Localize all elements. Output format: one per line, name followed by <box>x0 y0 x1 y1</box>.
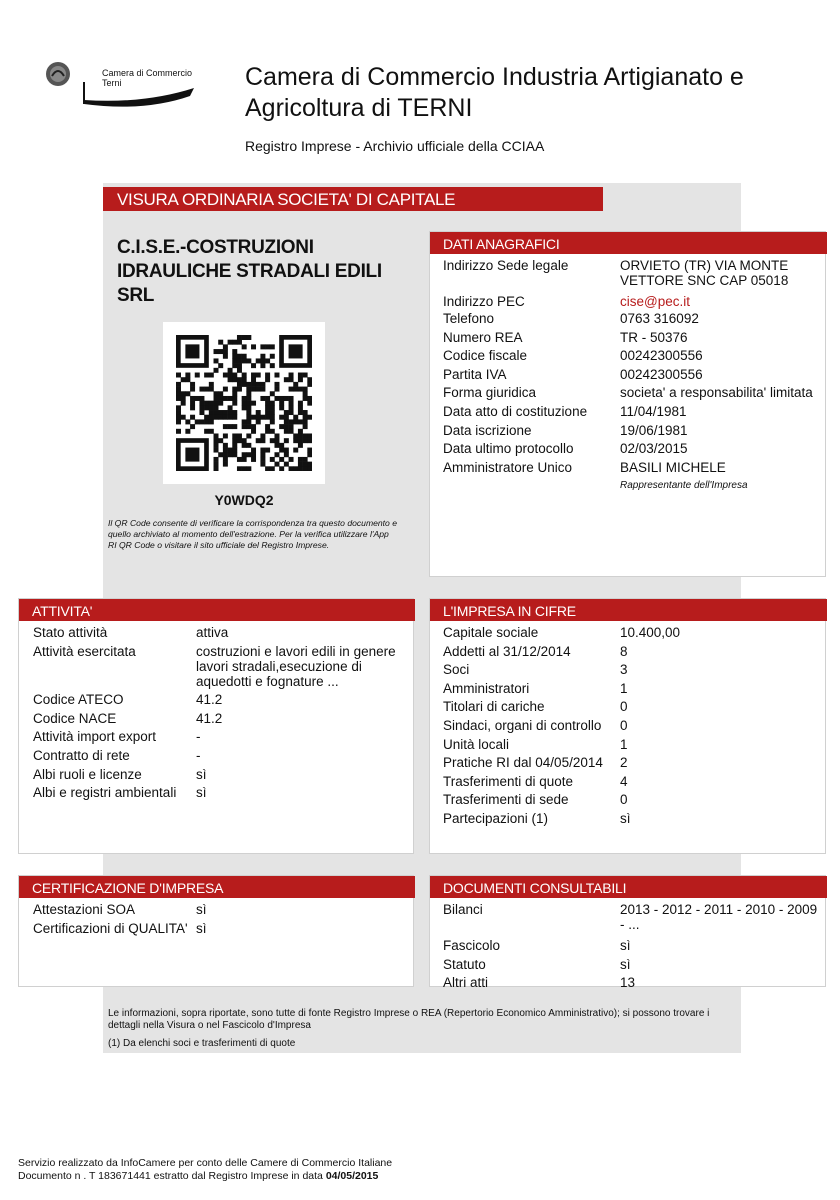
dati-anagrafici-header: DATI ANAGRAFICI <box>430 232 827 254</box>
anagrafici-label: Data iscrizione <box>443 422 532 438</box>
attivita-label: Stato attività <box>33 625 108 640</box>
attivita-value: attiva <box>196 625 229 640</box>
service-line-2: Documento n . T 183671441 estratto dal Registro Imprese in data <box>18 1170 323 1182</box>
representative-note: Rappresentante dell'Impresa <box>620 480 748 492</box>
cifre-label: Unità locali <box>443 736 510 752</box>
documenti-row <box>443 938 825 953</box>
cifre-row <box>443 774 825 789</box>
attivita-label: Attività import export <box>33 729 157 745</box>
attivita-label: Albi ruoli e licenze <box>33 766 142 782</box>
attivita-value: costruzioni e lavori edili in genere lavori stradali,esecuzione di aquedotti e fognature ... <box>196 643 396 689</box>
anagrafici-value: BASILI MICHELE <box>620 459 726 475</box>
service-footer <box>18 1157 392 1183</box>
anagrafici-label: Codice fiscale <box>443 348 528 364</box>
certificazione-box <box>18 875 414 987</box>
cifre-label: Titolari di cariche <box>443 699 545 715</box>
anagrafici-value: 19/06/1981 <box>620 422 688 438</box>
qr-note: Il QR Code consente di verificare la corrispondenza tra questo documento e quello archiviato al momento dell'estrazione. Per la verifica utilizzare l'App RI QR Code o visitare il sito ufficiale del Registro Imprese. <box>108 518 398 550</box>
anagrafici-row <box>443 311 825 326</box>
representative-note-row <box>443 478 825 493</box>
cifre-row <box>443 699 825 714</box>
attivita-value: 41.2 <box>196 710 223 726</box>
qr-code-label: Y0WDQ2 <box>214 492 274 508</box>
attivita-row <box>33 692 413 707</box>
certificazione-row <box>33 921 413 936</box>
anagrafici-label: Forma giuridica <box>443 385 537 401</box>
page-title: Camera di Commercio Industria Artigianato e Agricoltura di TERNI <box>245 63 744 122</box>
attivita-value: sì <box>196 785 207 801</box>
anagrafici-label: Amministratore Unico <box>443 459 573 475</box>
document-title-bar: VISURA ORDINARIA SOCIETA' DI CAPITALE <box>103 187 603 211</box>
anagrafici-row <box>443 404 825 419</box>
documenti-value: 2013 - 2012 - 2011 - 2010 - 2009 - ... <box>620 902 818 932</box>
anagrafici-label: Telefono <box>443 311 495 326</box>
source-note: Le informazioni, sopra riportate, sono tutte di fonte Registro Imprese o REA (Repertorio Economico Amministrativo); si possono trovare i dettagli nella Visura o nel Fascicolo d'Impresa <box>108 1008 710 1031</box>
cifre-value: 1 <box>620 736 628 752</box>
dati-anagrafici-rows <box>443 258 825 493</box>
anagrafici-row <box>443 385 825 400</box>
footnote-1: (1) Da elenchi soci e trasferimenti di quote <box>108 1038 296 1049</box>
documenti-box <box>429 875 826 991</box>
attivita-label: Albi e registri ambientali <box>33 785 177 801</box>
anagrafici-row <box>443 367 825 382</box>
certificazione-header: CERTIFICAZIONE D'IMPRESA <box>19 876 415 898</box>
anagrafici-value: 0763 316092 <box>620 311 699 326</box>
documenti-rows <box>443 902 825 994</box>
documenti-header: DOCUMENTI CONSULTABILI <box>430 876 827 898</box>
attivita-value: - <box>196 747 201 763</box>
cifre-label: Amministratori <box>443 680 530 696</box>
attivita-header: ATTIVITA' <box>19 599 415 621</box>
cifre-label: Trasferimenti di sede <box>443 792 569 808</box>
cifre-row <box>443 737 825 752</box>
attivita-label: Contratto di rete <box>33 747 130 763</box>
cifre-row <box>443 792 825 807</box>
service-line-1: Servizio realizzato da InfoCamere per conto delle Camere di Commercio Italiane <box>18 1157 393 1169</box>
cifre-label: Trasferimenti di quote <box>443 773 574 789</box>
anagrafici-value: 02/03/2015 <box>620 441 688 457</box>
documenti-label: Bilanci <box>443 902 483 917</box>
cifre-row <box>443 625 825 640</box>
attivita-row <box>33 785 413 800</box>
impresa-cifre-header: L'IMPRESA IN CIFRE <box>430 599 827 621</box>
cifre-row <box>443 755 825 770</box>
attivita-value: - <box>196 729 201 745</box>
cifre-label: Sindaci, organi di controllo <box>443 717 602 733</box>
cifre-value: 10.400,00 <box>620 625 681 640</box>
cifre-value: 3 <box>620 662 628 678</box>
documenti-row <box>443 957 825 972</box>
anagrafici-value: TR - 50376 <box>620 329 688 345</box>
attivita-label: Codice NACE <box>33 710 117 726</box>
attivita-value: sì <box>196 766 207 782</box>
certificazione-label: Attestazioni SOA <box>33 902 136 917</box>
qr-code-box <box>163 322 325 484</box>
certificazione-rows <box>33 902 413 939</box>
anagrafici-value: 00242300556 <box>620 348 703 364</box>
service-date: 04/05/2015 <box>325 1170 379 1182</box>
cifre-value: 4 <box>620 773 628 789</box>
attivita-value: 41.2 <box>196 692 223 708</box>
impresa-cifre-box <box>429 598 826 854</box>
certificazione-value: sì <box>196 920 207 936</box>
cifre-value: 1 <box>620 680 628 696</box>
cifre-value: 0 <box>620 699 628 715</box>
impresa-cifre-rows <box>443 625 825 830</box>
company-name: C.I.S.E.-COSTRUZIONI IDRAULICHE STRADALI EDILI SRL <box>117 237 382 306</box>
attivita-row <box>33 625 413 640</box>
anagrafici-label: Numero REA <box>443 329 523 345</box>
cifre-label: Pratiche RI dal 04/05/2014 <box>443 755 603 771</box>
attivita-row <box>33 748 413 763</box>
certificazione-value: sì <box>196 902 207 917</box>
cifre-label: Partecipazioni (1) <box>443 810 549 826</box>
certificazione-label: Certificazioni di QUALITA' <box>33 920 188 936</box>
cifre-row <box>443 681 825 696</box>
anagrafici-row <box>443 423 825 438</box>
anagrafici-row <box>443 441 825 456</box>
anagrafici-value: ORVIETO (TR) VIA MONTE VETTORE SNC CAP 05018 <box>620 258 789 288</box>
anagrafici-row <box>443 258 825 288</box>
attivita-label: Attività esercitata <box>33 643 136 659</box>
documenti-label: Altri atti <box>443 975 489 991</box>
logo-text: Camera di Commercio Terni <box>102 68 193 88</box>
documenti-row <box>443 975 825 990</box>
anagrafici-row <box>443 348 825 363</box>
documenti-label: Statuto <box>443 956 486 972</box>
attivita-label: Codice ATECO <box>33 692 124 708</box>
documenti-row <box>443 902 825 932</box>
anagrafici-value: cise@pec.it <box>620 294 690 309</box>
anagrafici-label: Indirizzo Sede legale <box>443 258 569 273</box>
anagrafici-row <box>443 294 825 309</box>
documenti-value: sì <box>620 938 631 953</box>
attivita-row <box>33 644 413 689</box>
attivita-box <box>18 598 414 854</box>
anagrafici-row <box>443 460 825 475</box>
attivita-row <box>33 711 413 726</box>
anagrafici-value: 00242300556 <box>620 366 703 382</box>
cifre-label: Addetti al 31/12/2014 <box>443 643 571 659</box>
anagrafici-value: 11/04/1981 <box>620 403 687 419</box>
cifre-row <box>443 662 825 677</box>
cifre-value: 2 <box>620 755 628 771</box>
cifre-row <box>443 718 825 733</box>
cifre-value: 0 <box>620 717 628 733</box>
anagrafici-label: Data atto di costituzione <box>443 403 588 419</box>
documenti-label: Fascicolo <box>443 938 501 953</box>
anagrafici-value: societa' a responsabilita' limitata <box>620 385 813 401</box>
qr-code-icon <box>176 335 312 471</box>
certificazione-row <box>33 902 413 917</box>
cifre-row <box>443 644 825 659</box>
cifre-value: sì <box>620 810 631 826</box>
cifre-value: 8 <box>620 643 628 659</box>
cifre-label: Soci <box>443 662 470 678</box>
chamber-logo <box>44 60 204 110</box>
cifre-row <box>443 811 825 826</box>
attivita-rows <box>33 625 413 804</box>
documenti-value: sì <box>620 956 631 972</box>
documenti-value: 13 <box>620 975 636 991</box>
attivita-row <box>33 729 413 744</box>
page-subtitle: Registro Imprese - Archivio ufficiale della CCIAA <box>245 138 545 154</box>
dati-anagrafici-box <box>429 231 826 577</box>
anagrafici-label: Partita IVA <box>443 366 507 382</box>
cifre-value: 0 <box>620 792 628 808</box>
cifre-label: Capitale sociale <box>443 625 539 640</box>
anagrafici-label: Indirizzo PEC <box>443 294 525 309</box>
anagrafici-label: Data ultimo protocollo <box>443 441 574 457</box>
attivita-row <box>33 767 413 782</box>
anagrafici-row <box>443 330 825 345</box>
